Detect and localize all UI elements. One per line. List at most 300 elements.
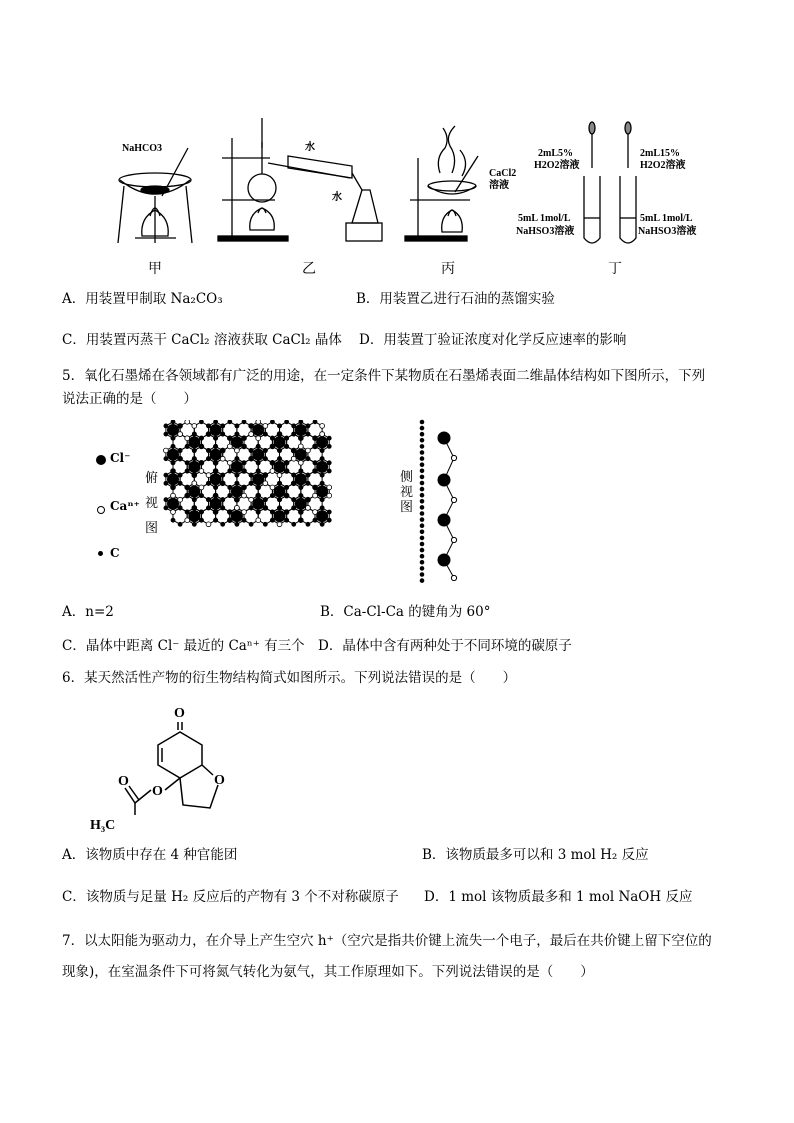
cl-atom <box>274 486 286 498</box>
cl-atom <box>231 486 243 498</box>
c-atom <box>292 481 296 485</box>
c-atom <box>270 420 274 424</box>
q4-apparatus-figure <box>100 118 720 278</box>
label-ding: 丁 <box>608 261 622 277</box>
c-atom <box>306 424 310 428</box>
side-c-atom <box>420 432 425 437</box>
cl-atom <box>252 424 264 436</box>
ca-atom <box>306 448 311 453</box>
q7-stem-line1: 7．以太阳能为驱动力，在介导上产生空穴 h⁺（空穴是指共价键上流失一个电子，最后在共价键上留下空位的 <box>62 933 712 949</box>
c-atom <box>207 498 211 502</box>
ding-left-top-2: H2O2溶液 <box>534 160 580 171</box>
c-atom <box>320 522 324 526</box>
atom-o-ring: O <box>214 773 225 788</box>
side-c-atom <box>420 548 425 553</box>
q5-option-b: B．Ca-Cl-Ca 的键角为 60° <box>320 604 491 620</box>
c-atom <box>313 518 317 522</box>
ca-atom <box>178 497 183 502</box>
atom-o-ketone: O <box>174 706 185 721</box>
side-c-atom <box>420 536 425 541</box>
side-c-atom <box>420 542 425 547</box>
c-atom <box>327 469 331 473</box>
label-bing: 丙 <box>441 261 455 277</box>
c-atom <box>285 494 289 498</box>
c-atom <box>235 424 239 428</box>
side-c-atom <box>420 426 425 431</box>
cl-atom <box>252 498 264 510</box>
side-cl-atom <box>438 474 450 486</box>
side-cl-atom <box>438 554 450 566</box>
q4-option-a: A．用装置甲制取 Na₂CO₃ <box>62 291 223 307</box>
c-atom <box>299 510 303 514</box>
c-atom <box>178 473 182 477</box>
cl-atom <box>188 486 200 498</box>
c-atom <box>228 469 232 473</box>
c-atom <box>199 420 203 424</box>
side-c-atom <box>420 530 425 535</box>
ca-atom <box>320 424 325 429</box>
c-atom <box>214 518 218 522</box>
label-yi: 乙 <box>302 261 316 277</box>
c-atom <box>292 432 296 436</box>
c-atom <box>263 498 267 502</box>
q6-option-c: C．该物质与足量 H₂ 反应后的产物有 3 个不对称碳原子 <box>62 889 399 905</box>
c-atom <box>235 473 239 477</box>
c-atom <box>228 518 232 522</box>
c-atom <box>185 494 189 498</box>
c-atom <box>320 449 324 453</box>
c-atom <box>207 457 211 461</box>
side-ca-atom <box>451 455 456 460</box>
c-atom <box>171 461 175 465</box>
atom-o-ester-carbonyl: O <box>118 774 129 789</box>
side-c-atom <box>420 469 425 474</box>
cl-atom <box>210 498 222 510</box>
side-c-atom <box>420 505 425 510</box>
cl-atom <box>274 510 286 522</box>
c-atom <box>214 510 218 514</box>
ca-atom <box>256 436 261 441</box>
ca-atom <box>199 485 204 490</box>
c-atom <box>242 485 246 489</box>
legend-cl-label: Cl⁻ <box>110 451 131 465</box>
ca-atom <box>185 420 190 424</box>
c-atom <box>185 485 189 489</box>
c-atom <box>278 424 282 428</box>
c-atom <box>171 469 175 473</box>
c-atom <box>214 485 218 489</box>
c-atom <box>164 498 168 502</box>
atom-o-ester: O <box>152 784 163 799</box>
c-atom <box>285 485 289 489</box>
cl-atom <box>295 424 307 436</box>
c-atom <box>270 461 274 465</box>
c-atom <box>214 469 218 473</box>
ca-atom <box>256 518 261 523</box>
c-atom <box>327 461 331 465</box>
ding-right-bottom-2: NaHSO3溶液 <box>638 226 697 237</box>
side-c-atom <box>420 523 425 528</box>
legend-cl-icon <box>96 455 106 465</box>
c-atom <box>320 481 324 485</box>
q6-structure-figure <box>85 700 255 835</box>
c-atom <box>320 498 324 502</box>
c-atom <box>256 461 260 465</box>
ca-atom <box>235 506 240 511</box>
c-atom <box>192 473 196 477</box>
cl-atom <box>167 498 179 510</box>
ca-atom <box>249 432 254 437</box>
c-atom <box>235 432 239 436</box>
c-atom <box>285 518 289 522</box>
cl-atom <box>316 486 328 498</box>
c-atom <box>292 449 296 453</box>
c-atom <box>292 498 296 502</box>
c-atom <box>327 518 331 522</box>
c-atom <box>285 461 289 465</box>
c-atom <box>221 506 225 510</box>
c-atom <box>242 420 246 424</box>
c-atom <box>249 522 253 526</box>
top-view-label: 俯视图 <box>145 471 159 536</box>
c-atom <box>171 444 175 448</box>
c-atom <box>313 469 317 473</box>
cl-atom <box>210 473 222 485</box>
side-c-atom <box>420 438 425 443</box>
side-c-atom <box>420 456 425 461</box>
c-atom <box>263 457 267 461</box>
c-atom <box>263 473 267 477</box>
ca-atom <box>171 510 176 515</box>
ca-atom <box>256 420 261 424</box>
side-ca-atom <box>451 575 456 580</box>
c-atom <box>235 498 239 502</box>
c-atom <box>278 481 282 485</box>
yi-water-out-label: 水 <box>332 192 342 203</box>
side-c-atom <box>420 420 425 425</box>
side-c-atom <box>420 487 425 492</box>
c-atom <box>199 510 203 514</box>
side-c-atom <box>420 493 425 498</box>
c-atom <box>214 461 218 465</box>
c-atom <box>228 494 232 498</box>
c-atom <box>214 436 218 440</box>
c-atom <box>263 432 267 436</box>
apparatus-jia <box>118 148 192 243</box>
c-atom <box>164 506 168 510</box>
c-atom <box>249 449 253 453</box>
cl-atom <box>188 510 200 522</box>
ca-atom <box>242 493 247 498</box>
c-atom <box>320 506 324 510</box>
ding-right-top-2: H2O2溶液 <box>640 160 686 171</box>
ding-left-bottom-2: NaHSO3溶液 <box>516 226 575 237</box>
cl-atom <box>167 473 179 485</box>
c-atom <box>221 424 225 428</box>
c-atom <box>221 432 225 436</box>
c-atom <box>299 436 303 440</box>
c-atom <box>256 485 260 489</box>
c-atom <box>164 424 168 428</box>
q5-option-d: D．晶体中含有两种处于不同环境的碳原子 <box>318 638 572 654</box>
q6-option-b: B．该物质最多可以和 3 mol H₂ 反应 <box>422 847 649 863</box>
q6-stem: 6．某天然活性产物的衍生物结构简式如图所示。下列说法错误的是（ ） <box>62 670 517 686</box>
c-atom <box>313 485 317 489</box>
c-atom <box>306 522 310 526</box>
c-atom <box>320 457 324 461</box>
c-atom <box>327 436 331 440</box>
c-atom <box>171 420 175 424</box>
c-atom <box>285 469 289 473</box>
c-atom <box>292 506 296 510</box>
c-atom <box>185 461 189 465</box>
c-atom <box>320 473 324 477</box>
ca-atom <box>220 456 225 461</box>
c-atom <box>178 522 182 526</box>
c-atom <box>270 436 274 440</box>
c-atom <box>313 444 317 448</box>
q6-option-d: D．1 mol 该物质最多和 1 mol NaOH 反应 <box>424 889 693 905</box>
cl-atom <box>167 449 179 461</box>
c-atom <box>207 506 211 510</box>
ca-atom <box>263 481 268 486</box>
c-atom <box>178 481 182 485</box>
c-atom <box>285 510 289 514</box>
c-atom <box>256 494 260 498</box>
c-atom <box>207 432 211 436</box>
c-atom <box>192 449 196 453</box>
c-atom <box>256 469 260 473</box>
ca-atom <box>277 522 282 527</box>
c-atom <box>185 510 189 514</box>
ding-left-bottom-1: 5mL 1mol/L <box>518 213 571 224</box>
bing-reagent-label-2: 溶液 <box>489 180 509 191</box>
apparatus-bing <box>405 126 478 241</box>
c-atom <box>249 506 253 510</box>
ca-atom <box>199 469 204 474</box>
side-view-label: 侧视图 <box>400 470 414 515</box>
c-atom <box>242 444 246 448</box>
c-atom <box>164 457 168 461</box>
c-atom <box>285 420 289 424</box>
cl-atom <box>295 449 307 461</box>
c-atom <box>285 444 289 448</box>
cl-atom <box>295 498 307 510</box>
apparatus-yi <box>218 118 382 241</box>
c-atom <box>249 457 253 461</box>
cl-atom <box>210 424 222 436</box>
c-atom <box>235 457 239 461</box>
side-c-atom <box>420 511 425 516</box>
c-atom <box>199 444 203 448</box>
c-atom <box>292 473 296 477</box>
c-atom <box>228 436 232 440</box>
c-atom <box>299 469 303 473</box>
c-atom <box>242 436 246 440</box>
side-c-atom <box>420 566 425 571</box>
cl-atom <box>316 461 328 473</box>
crystal-top-view <box>163 420 393 588</box>
ding-right-bottom-1: 5mL 1mol/L <box>640 213 693 224</box>
c-atom <box>214 444 218 448</box>
ca-atom <box>270 469 275 474</box>
c-atom <box>164 481 168 485</box>
c-atom <box>327 510 331 514</box>
ca-atom <box>306 506 311 511</box>
side-c-atom <box>420 572 425 577</box>
c-atom <box>306 473 310 477</box>
c-atom <box>171 485 175 489</box>
legend-ca-label: Caⁿ⁺ <box>110 499 140 513</box>
side-c-atom <box>420 481 425 486</box>
side-cl-atom <box>438 432 450 444</box>
c-atom <box>256 444 260 448</box>
c-atom <box>207 449 211 453</box>
c-atom <box>306 432 310 436</box>
cl-atom <box>231 510 243 522</box>
cl-atom <box>316 510 328 522</box>
c-atom <box>270 444 274 448</box>
q5-stem-line2: 说法正确的是（ ） <box>62 391 197 407</box>
side-c-atom <box>420 517 425 522</box>
c-atom <box>313 436 317 440</box>
cl-atom <box>252 449 264 461</box>
c-atom <box>207 424 211 428</box>
c-atom <box>171 518 175 522</box>
c-atom <box>185 444 189 448</box>
ca-atom <box>206 522 211 527</box>
cl-atom <box>231 461 243 473</box>
ca-atom <box>192 481 197 486</box>
c-atom <box>178 424 182 428</box>
q6-option-a: A．该物质中存在 4 种官能团 <box>62 847 238 863</box>
c-atom <box>327 444 331 448</box>
cl-atom <box>231 436 243 448</box>
cl-atom <box>167 424 179 436</box>
cl-atom <box>295 473 307 485</box>
apparatus-ding <box>584 122 636 243</box>
label-jia: 甲 <box>148 261 162 277</box>
c-atom <box>313 420 317 424</box>
cl-atom <box>210 449 222 461</box>
q7-stem-line2: 现象)，在室温条件下可将氮气转化为氨气，其工作原理如下。下列说法错误的是（ ） <box>62 964 594 980</box>
c-atom <box>299 518 303 522</box>
cl-atom <box>316 436 328 448</box>
c-atom <box>256 510 260 514</box>
atom-h3c: H₃C <box>90 818 116 833</box>
c-atom <box>192 432 196 436</box>
c-atom <box>192 522 196 526</box>
side-cl-atom <box>438 514 450 526</box>
c-atom <box>221 522 225 526</box>
ca-atom <box>242 510 247 515</box>
jia-reagent-label: NaHCO3 <box>122 143 162 154</box>
ca-atom <box>277 473 282 478</box>
c-atom <box>199 461 203 465</box>
c-atom <box>228 485 232 489</box>
ca-atom <box>263 424 268 429</box>
c-atom <box>249 424 253 428</box>
c-atom <box>306 481 310 485</box>
c-atom <box>292 424 296 428</box>
c-atom <box>306 457 310 461</box>
c-atom <box>178 457 182 461</box>
side-c-atom <box>420 450 425 455</box>
cl-atom <box>188 436 200 448</box>
ding-left-top-1: 2mL5% <box>538 148 573 159</box>
side-c-atom <box>420 499 425 504</box>
c-atom <box>270 510 274 514</box>
c-atom <box>199 436 203 440</box>
cl-atom <box>274 461 286 473</box>
legend-ca-icon <box>97 506 105 514</box>
ding-right-top-1: 2mL15% <box>640 148 680 159</box>
ca-atom <box>298 460 303 465</box>
c-atom <box>270 518 274 522</box>
c-atom <box>299 485 303 489</box>
c-atom <box>221 449 225 453</box>
cl-atom <box>274 436 286 448</box>
ca-atom <box>313 493 318 498</box>
c-atom <box>278 498 282 502</box>
ca-atom <box>171 493 176 498</box>
c-atom <box>178 506 182 510</box>
c-atom <box>263 506 267 510</box>
ca-atom <box>298 444 303 449</box>
yi-water-in-label: 水 <box>305 142 315 153</box>
c-atom <box>221 473 225 477</box>
c-atom <box>199 518 203 522</box>
side-c-atom <box>420 475 425 480</box>
c-atom <box>235 481 239 485</box>
c-atom <box>199 494 203 498</box>
c-atom <box>313 461 317 465</box>
c-atom <box>207 481 211 485</box>
side-c-atom <box>420 578 425 583</box>
c-atom <box>299 494 303 498</box>
side-c-atom <box>420 554 425 559</box>
c-atom <box>235 522 239 526</box>
side-c-atom <box>420 462 425 467</box>
c-atom <box>299 420 303 424</box>
c-atom <box>221 498 225 502</box>
c-atom <box>278 506 282 510</box>
cl-atom <box>188 461 200 473</box>
c-atom <box>242 518 246 522</box>
c-atom <box>242 469 246 473</box>
c-atom <box>185 469 189 473</box>
ca-atom <box>320 432 325 437</box>
side-c-atom <box>420 560 425 565</box>
cl-atom <box>252 473 264 485</box>
c-atom <box>192 498 196 502</box>
c-atom <box>192 506 196 510</box>
c-atom <box>263 522 267 526</box>
c-atom <box>214 494 218 498</box>
c-atom <box>164 432 168 436</box>
c-atom <box>178 449 182 453</box>
side-ca-atom <box>451 497 456 502</box>
ca-atom <box>192 424 197 429</box>
legend-c-icon <box>98 551 103 556</box>
crystal-side-view <box>410 418 460 588</box>
q5-option-c: C．晶体中距离 Cl⁻ 最近的 Caⁿ⁺ 有三个 <box>62 638 305 654</box>
c-atom <box>228 510 232 514</box>
q4-option-c: C．用装置丙蒸干 CaCl₂ 溶液获取 CaCl₂ 晶体 <box>62 332 342 348</box>
c-atom <box>278 457 282 461</box>
c-atom <box>228 420 232 424</box>
side-c-atom <box>420 444 425 449</box>
